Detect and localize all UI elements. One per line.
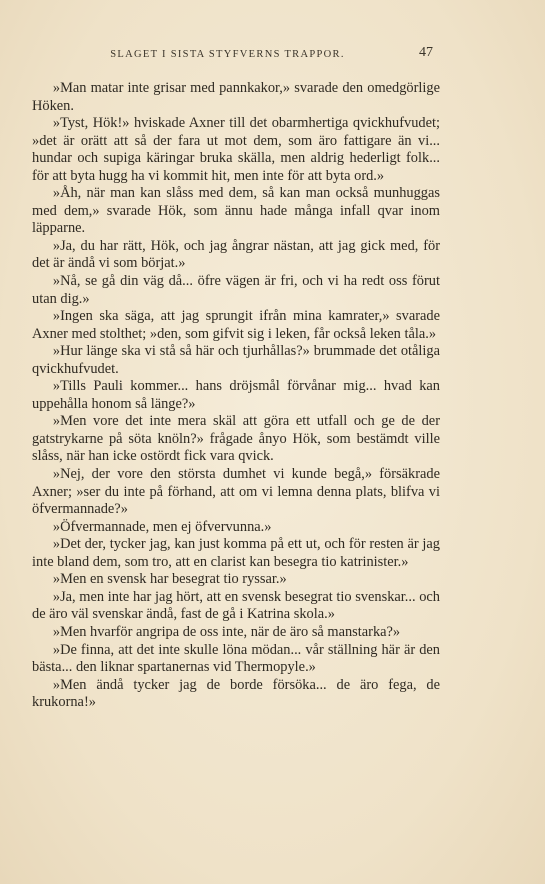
paragraph: »De finna, att det inte skulle löna mödan... vår ställning här är den bästa... den liknar spartanernas vid Thermopyle.»	[32, 641, 440, 676]
paragraph: »Men hvarför angripa de oss inte, när de äro så manstarka?»	[52, 623, 401, 640]
paragraph: »Ingen ska säga, att jag sprungit ifrån mina kamrater,» svarade Axner med stolthet; »den, som gifvit sig i leken, får också leken tåla.»	[32, 308, 440, 342]
running-head: SLAGET I SISTA STYFVERNS TRAPPOR.	[110, 49, 345, 60]
paragraph: »Nå, se gå din väg då... öfre vägen är fri, och vi ha redt oss förut utan dig.»	[32, 273, 440, 307]
paragraph: »Ja, du har rätt, Hök, och jag ångrar nästan, att jag gick med, för det är ändå vi som börjat.»	[32, 237, 440, 272]
paragraph: »Åh, när man kan slåss med dem, så kan man också munhuggas med dem,» svarade Hök, som ännu hade många infall qvar inom läpparne.	[32, 185, 440, 237]
paragraph: »Men vore det inte mera skäl att göra ett utfall och ge de der gatstrykarne på söta knöln?» frågade ånyo Hök, som bestämdt ville slåss, när han icke ostördt fick vara qvick.	[32, 413, 440, 465]
paragraph: »Men en svensk har besegrat tio ryssar.»	[52, 571, 287, 588]
paragraph: »Tyst, Hök!» hviskade Axner till det obarmhertiga qvickhufvudet; »det är orätt att så der fara ut mot dem, som äro fattigare än vi... hundar och supiga käringar bruka skälla, men aldrig hederligt folk... för att byta hugg ha vi kommit hit, men inte för att byta ord.»	[32, 115, 440, 184]
paragraph: »Hur länge ska vi stå så här och tjurhållas?» brummade det otåliga qvickhufvudet.	[32, 343, 440, 377]
page-number: 47	[419, 45, 433, 60]
paragraph: »Öfvermannade, men ej öfvervunna.»	[52, 518, 272, 535]
paragraph: »Tills Pauli kommer... hans dröjsmål förvånar mig... hvad kan uppehålla honom så länge?»	[32, 378, 440, 412]
paragraph: »Nej, der vore den största dumhet vi kunde begå,» försäkrade Axner; »ser du inte på förhand, att om vi lemna denna plats, blifva vi öfvermannade?»	[32, 466, 440, 518]
paragraph: »Ja, men inte har jag hört, att en svensk besegrat tio svenskar... och de äro väl svenskar ändå, fast de gå i Katrina skola.»	[32, 588, 440, 623]
paragraph: »Men ändå tycker jag de borde försöka... de äro fega, de krukorna!»	[32, 676, 440, 711]
paragraph: »Det der, tycker jag, kan just komma på ett ut, och för resten är jag inte bland dem, som tro, att en clarist kan besegra tio katrinister.»	[32, 536, 440, 570]
body-text	[32, 80, 440, 712]
paragraph: »Man matar inte grisar med pannkakor,» svarade den omedgörlige Höken.	[32, 80, 440, 114]
